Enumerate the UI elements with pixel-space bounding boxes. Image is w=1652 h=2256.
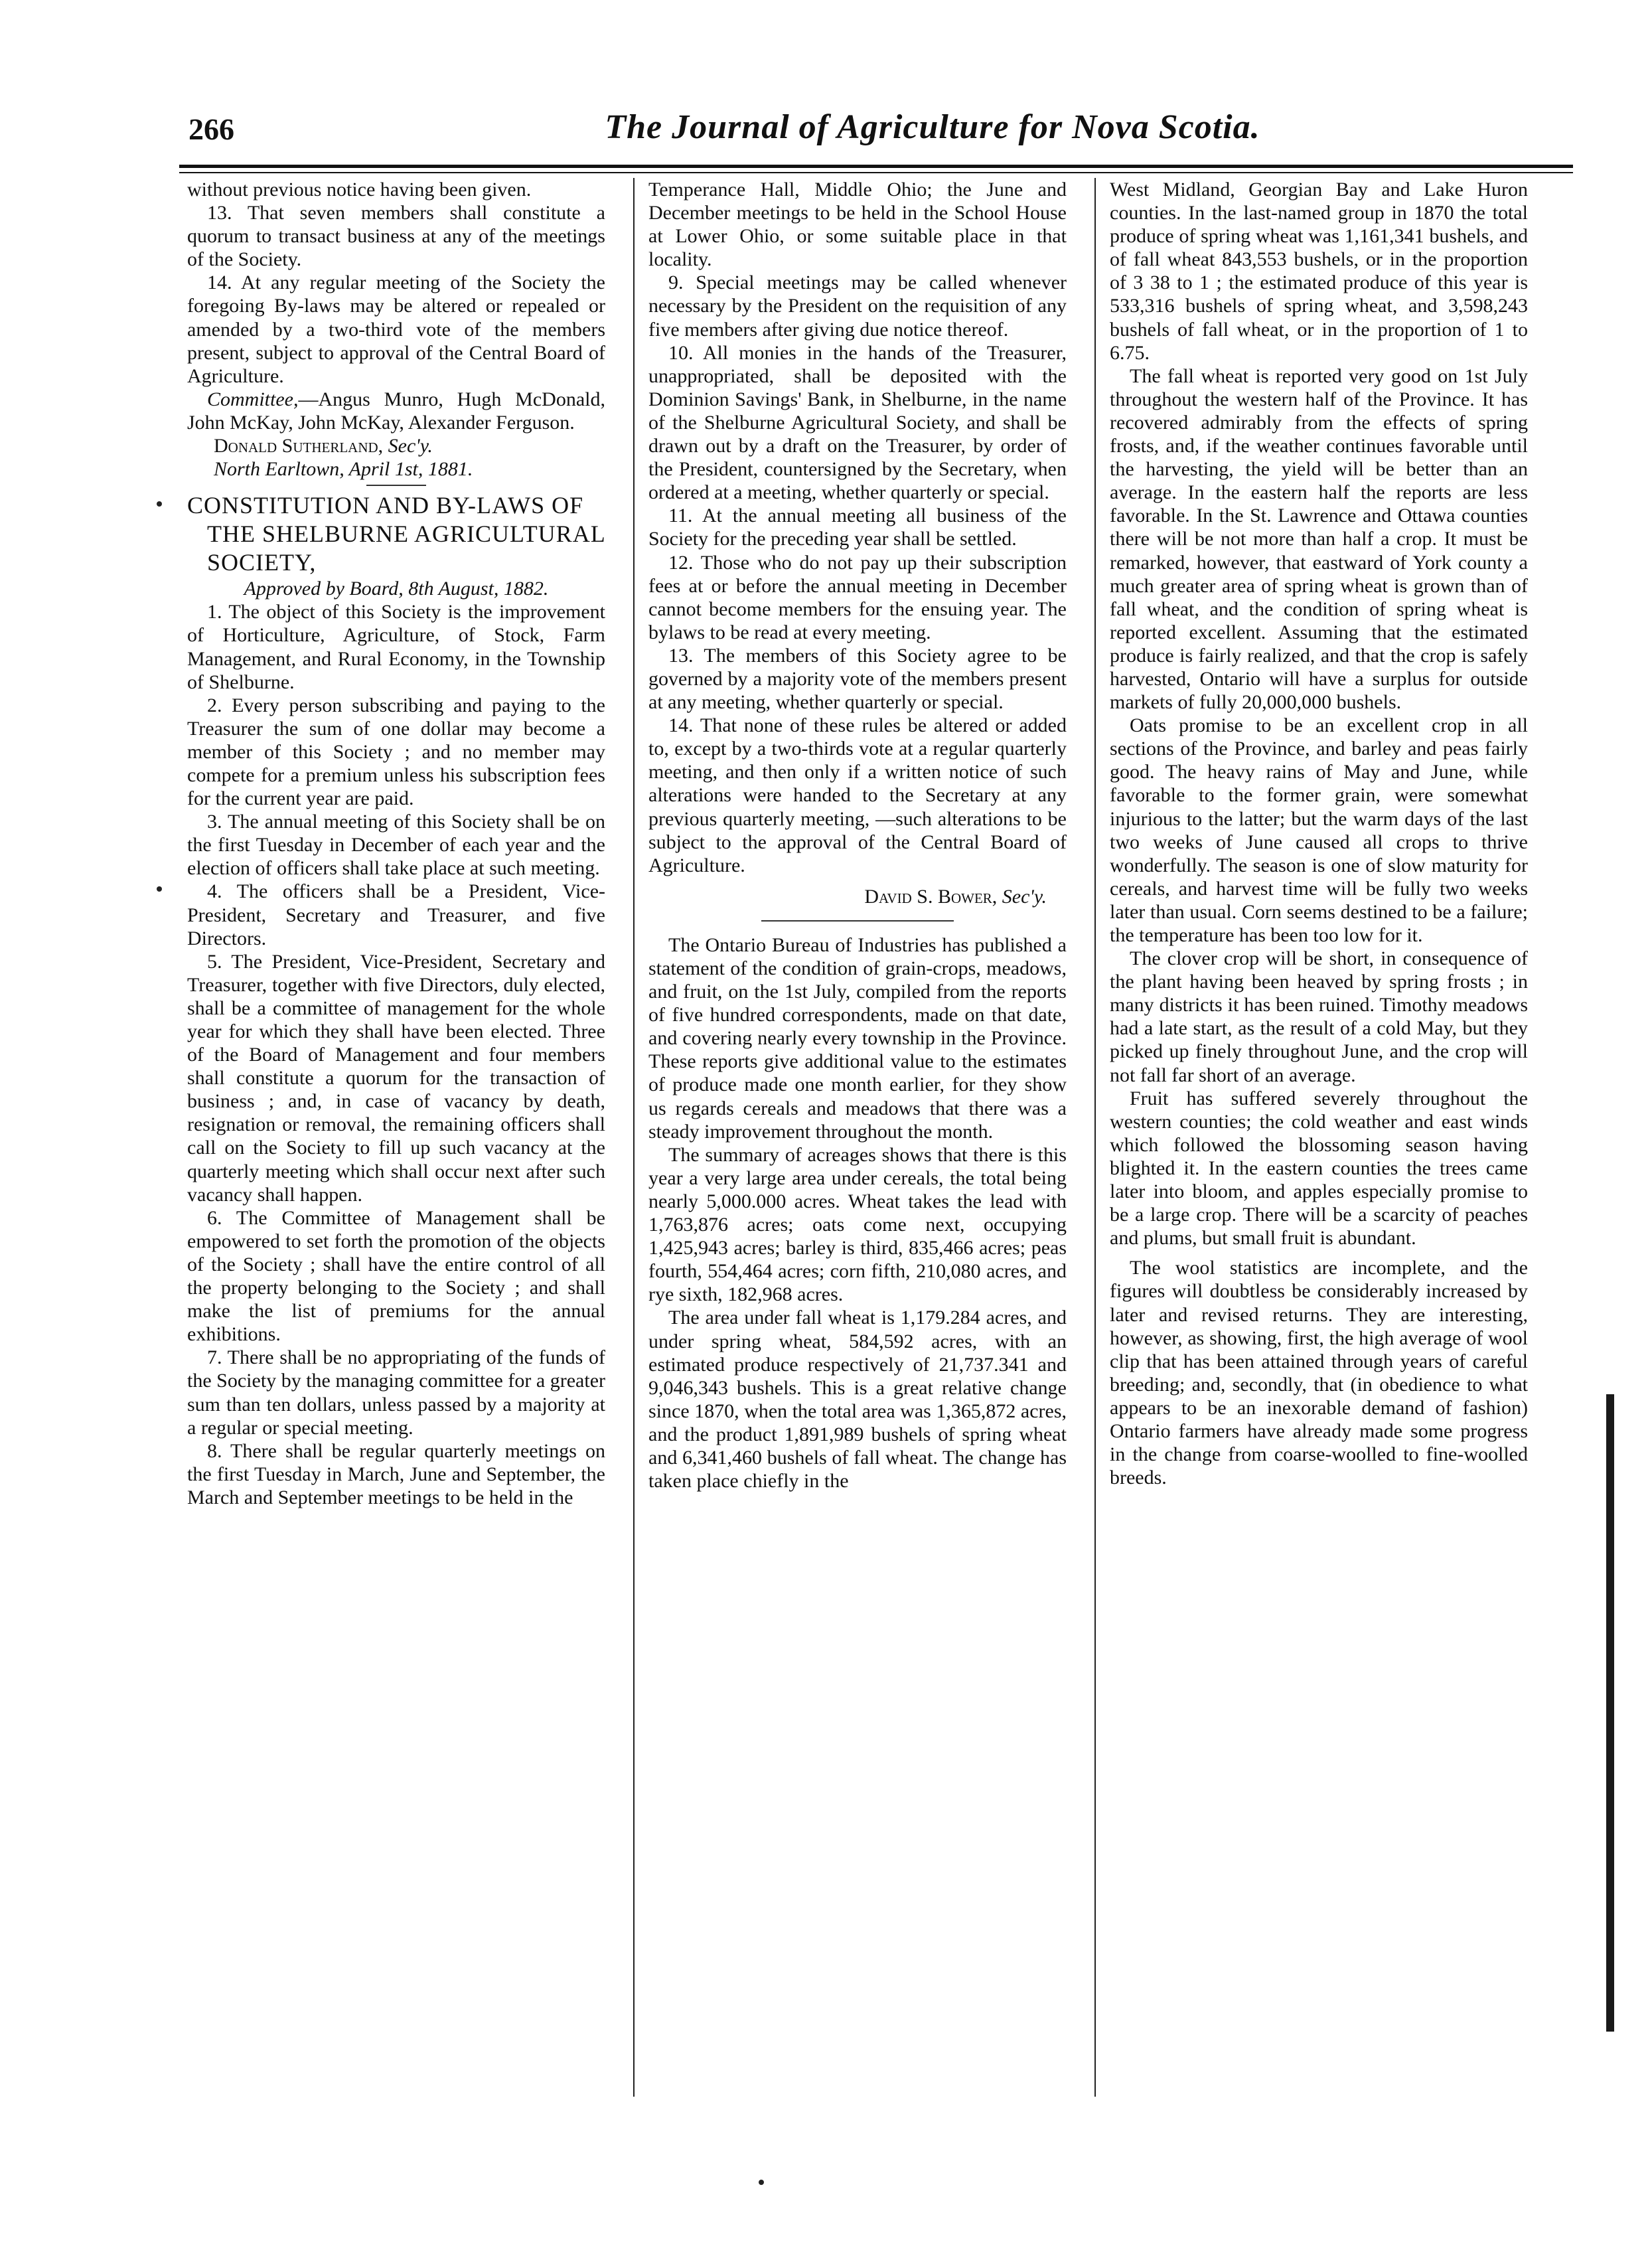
clover-paragraph: The clover crop will be short, in consequence of the plant having been heaved by spring frosts ; in many districts it has been ruined. Timothy meadows had a late start, as the result of a cold May, but they picked up finely throughout June, and the crop will not fall far short of an average. xyxy=(1110,947,1528,1086)
rule-4: 4. The officers shall be a President, Vice-President, Secretary and Treasurer, and five Directors. xyxy=(187,880,605,949)
rule-8: 8. There shall be regular quarterly meetings on the first Tuesday in March, June and September, the March and September meetings to be held in the xyxy=(187,1439,605,1508)
section-divider xyxy=(366,485,426,486)
rule-3: 3. The annual meeting of this Society shall be on the first Tuesday in December of each year and the election of officers shall take place at such meeting. xyxy=(187,811,605,880)
rule-2: 2. Every person subscribing and paying to the Treasurer the sum of one dollar may become a member of this Society ; and no member may compete for a premium unless his subscription fees for the current year are paid. xyxy=(187,694,605,810)
rule-13: 13. The members of this Society agree to be governed by a majority vote of the members present at any meeting, whether quarterly or special. xyxy=(648,644,1067,714)
journal-title: The Journal of Agriculture for Nova Scotia. xyxy=(605,108,1260,146)
signature-name: Donald Sutherland, xyxy=(214,435,384,457)
fruit-paragraph: Fruit has suffered severely throughout the western counties; the cold weather and east winds which followed the blossoming season having blighted it. In the eastern counties the trees came later into bloom, and apples especially promise to be a large crop. There will be a scarcity of peaches and plums, but small fruit is abundant. xyxy=(1110,1087,1528,1249)
ontario-paragraph-1: The Ontario Bureau of Industries has published a statement of the condition of grain-crops, meadows, and fruit, on the 1st July, compiled from the reports of five hundred correspondents, made on that date, and covering nearly every township in the Province. These reports give additional value to the estimates of produce made one month earlier, for they show us regards cereals and meadows that there was a steady improvement throughout the month. xyxy=(648,933,1067,1143)
rule-5: 5. The President, Vice-President, Secretary and Treasurer, together with five Directors, duly elected, shall be a committee of management for the whole year for which they shall have been elected. Three of the Board of Management and four members shall constitute a quorum for the transaction of business ; and, in case of vacancy by death, resignation or removal, the remaining officers shall call on the Society to fill up such vacancy at the quarterly meeting which shall occur next after such vacancy shall happen. xyxy=(187,950,605,1206)
scan-margin-mark xyxy=(1606,1394,1614,2032)
ontario-paragraph-2: The summary of acreages shows that there is this year a very large area under cereals, the total being nearly 5,000.000 acres. Wheat takes the lead with 1,763,876 acres; oats come next, occupying 1,425,943 acres; barley is third, 835,466 acres; peas fourth, 554,464 acres; corn fifth, 210,080 acres, and rye sixth, 182,968 acres. xyxy=(648,1143,1067,1306)
column-left xyxy=(187,178,605,1509)
column-divider-right xyxy=(1094,178,1096,2097)
wool-paragraph: The wool statistics are incomplete, and the figures will doubtless be considerably increased by later and revised returns. They are interesting, however, as showing, first, the high average of wool clip that has been attained through years of careful breeding; and, secondly, that (in obedience to what appears to be an inexorable demand of fashion) Ontario farmers have already made some progress in the change from coarse-woolled to fine-woolled breeds. xyxy=(1110,1257,1528,1489)
committee-line xyxy=(187,388,605,434)
page-number: 266 xyxy=(188,112,234,146)
bylaw-13: 13. That seven members shall constitute a quorum to transact business at any of the meetings of the Society. xyxy=(187,202,605,271)
article-heading: CONSTITUTION AND BY-LAWS OF THE SHELBURNE AGRICULTURAL SOCIETY, xyxy=(187,492,605,576)
section-divider xyxy=(761,920,954,922)
signature-title: Sec'y. xyxy=(1002,885,1047,908)
signature-line xyxy=(187,434,605,457)
rule-14: 14. That none of these rules be altered or added to, except by a two-thirds vote at a regular quarterly meeting, and then only if a written notice of such alterations were handed to the Secretary at any previous quarterly meeting, —such alterations to be subject to the approval of the Central Board of Agriculture. xyxy=(648,714,1067,876)
scan-speck xyxy=(759,2180,764,2185)
ontario-paragraph-3: The area under fall wheat is 1,179.284 acres, and under spring wheat, 584,592 acres, with an estimated produce respectively of 21,737.341 and 9,046,343 bushels. This is a great relative change since 1870, when the total area was 1,365,872 acres, and the product 1,891,989 bushels of spring wheat and 6,341,460 bushels of fall wheat. The change has taken place chiefly in the xyxy=(648,1307,1067,1492)
paragraph-continued: West Midland, Georgian Bay and Lake Huron counties. In the last-named group in 1870 the total produce of spring wheat was 1,161,341 bushels, and of fall wheat 843,553 bushels, or in the proportion of 3 38 to 1 ; the estimated produce of this year is 533,316 bushels of spring wheat, and 3,598,243 bushels of fall wheat, or in the proportion of 1 to 6.75. xyxy=(1110,179,1528,364)
column-middle xyxy=(648,178,1067,1492)
signature-line xyxy=(648,885,1067,908)
signature-name: David S. Bower, xyxy=(864,885,998,908)
rule-1: 1. The object of this Society is the improvement of Horticulture, Agriculture, of Stock, Farm Management, and Rural Economy, in the Township of Shelburne. xyxy=(187,601,605,693)
scan-speck xyxy=(157,501,162,507)
signature-title: Sec'y. xyxy=(388,435,433,457)
rule-6: 6. The Committee of Management shall be empowered to set forth the promotion of the objects of the Society ; shall have the entire control of all the property belonging to the Society ; and shall make the list of premiums for the annual exhibitions. xyxy=(187,1206,605,1346)
scan-speck xyxy=(157,886,162,892)
approved-line: Approved by Board, 8th August, 1882. xyxy=(244,578,549,600)
column-divider-left xyxy=(633,178,635,2097)
page-header xyxy=(179,106,1580,159)
rule-11: 11. At the annual meeting all business of the Society for the preceding year shall be settled. xyxy=(648,505,1067,550)
signature-place: North Earltown, April 1st, 1881. xyxy=(214,458,473,481)
paragraph-continued: Temperance Hall, Middle Ohio; the June and December meetings to be held in the School House at Lower Ohio, or some suitable place in that locality. xyxy=(648,179,1067,271)
header-rule-thick xyxy=(179,165,1573,168)
bylaw-14: 14. At any regular meeting of the Society the foregoing By-laws may be altered or repealed or amended by a two-third vote of the members present, subject to approval of the Central Board of Agriculture. xyxy=(187,272,605,387)
rule-9: 9. Special meetings may be called whenever necessary by the President on the requisition of any five members after giving due notice thereof. xyxy=(648,272,1067,341)
committee-names: —Angus Munro, Hugh McDonald, John McKay, John McKay, Alexander Ferguson. xyxy=(187,388,605,434)
paragraph-continued: without previous notice having been given. xyxy=(187,179,532,201)
fall-wheat-paragraph: The fall wheat is reported very good on 1st July throughout the western half of the Province. It has recovered admirably from the effects of spring frosts, and, if the weather continues favorable until the harvesting, the yield will be better than an average. In the eastern half the reports are less favorable. In the St. Lawrence and Ottawa counties there will be not more than half a crop. It must be remarked, however, that eastward of York county a much greater area of spring wheat is grown than of fall wheat, and the condition of spring wheat is reported excellent. Assuming that the estimated produce is fairly realized, and that the crop is safely harvested, Ontario will have a surplus for outside markets of fully 20,000,000 bushels. xyxy=(1110,364,1528,714)
committee-label: Committee, xyxy=(207,388,299,410)
rule-10: 10. All monies in the hands of the Treasurer, unappropriated, shall be deposited with the Dominion Savings' Bank, in Shelburne, in the name of the Shelburne Agricultural Society, and shall be drawn out by a draft on the Treasurer, by order of the President, countersigned by the Secretary, when ordered at a meeting, whether quarterly or special. xyxy=(648,341,1067,504)
oats-paragraph: Oats promise to be an excellent crop in all sections of the Province, and barley and peas fairly good. The heavy rains of May and June, while favorable to the former grain, were somewhat injurious to the latter; but the warm days of the last two weeks of June caused all crops to thrive wonderfully. The season is one of slow maturity for cereals, and harvest time will be fully two weeks later than usual. Corn seems destined to be a failure; the temperature has been too low for it. xyxy=(1110,714,1528,946)
rule-7: 7. There shall be no appropriating of the funds of the Society by the managing committee for a greater sum than ten dollars, unless passed by a majority at a regular or special meeting. xyxy=(187,1346,605,1439)
header-rule-thin xyxy=(179,172,1573,173)
column-right xyxy=(1110,178,1528,1489)
rule-12: 12. Those who do not pay up their subscription fees at or before the annual meeting in December cannot become members for the ensuing year. The bylaws to be read at every meeting. xyxy=(648,551,1067,643)
